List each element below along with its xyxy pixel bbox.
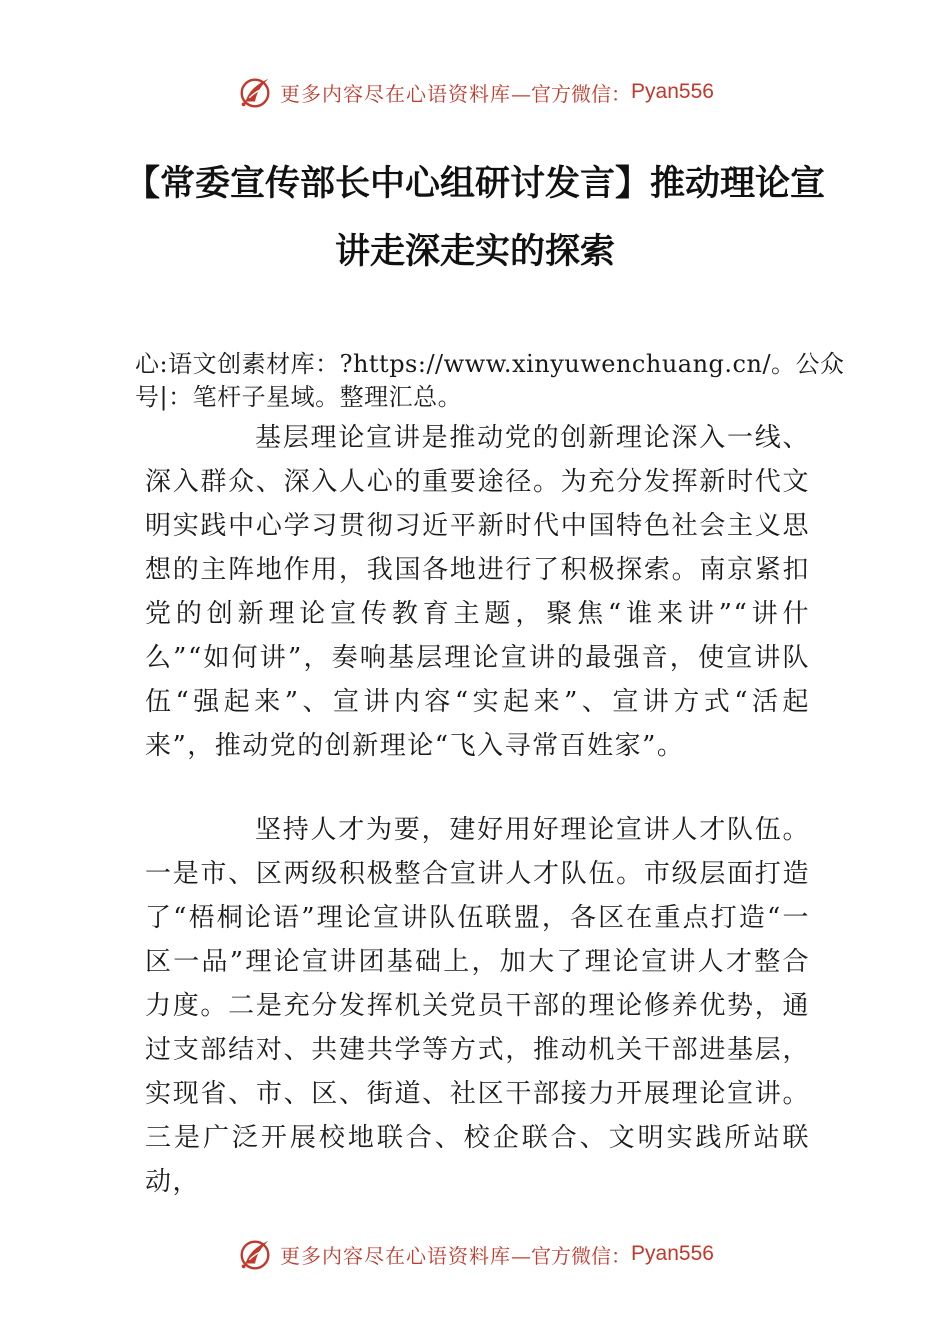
banner-wechat-id: Pyan556	[631, 1242, 714, 1265]
banner-text: 更多内容尽在心语资料库	[280, 81, 512, 106]
footer-banner	[0, 1232, 950, 1276]
logo-icon	[236, 1235, 274, 1273]
source-line: 心:语文创素材库：?https://www.xinyuwenchuang.cn/。公众号|：笔杆子星域。整理汇总。	[135, 350, 845, 411]
banner-wechat-id: Pyan556	[631, 80, 714, 103]
document-title: 【常委宣传部长中心组研讨发言】推动理论宣讲走深走实的探索	[124, 164, 825, 272]
header-banner	[0, 70, 950, 114]
banner-contact-label: —官方微信：	[511, 81, 632, 106]
banner-text: 更多内容尽在心语资料库	[280, 1243, 512, 1268]
paragraph-intro: 基层理论宣讲是推动党的创新理论深入一线、深入群众、深入人心的重要途径。为充分发挥新时代文明实践中心学习贯彻习近平新时代中国特色社会主义思想的主阵地作用，我国各地进行了积极探索。南京紧扣党的创新理论宣传教育主题，聚焦“谁来讲”“讲什么”“如何讲”，奏响基层理论宣讲的最强音，使宣讲队伍“强起来”、宣讲内容“实起来”、宣讲方式“活起来”，推动党的创新理论“飞入寻常百姓家”。	[145, 423, 810, 761]
paragraph-talent: 坚持人才为要，建好用好理论宣讲人才队伍。一是市、区两级积极整合宣讲人才队伍。市级层面打造了“梧桐论语”理论宣讲队伍联盟，各区在重点打造“一区一品”理论宣讲团基础上，加大了理论宣讲人才整合力度。二是充分发挥机关党员干部的理论修养优势，通过支部结对、共建共学等方式，推动机关干部进基层，实现省、市、区、街道、社区干部接力开展理论宣讲。三是广泛开展校地联合、校企联合、文明实践所站联动，	[145, 815, 810, 1197]
logo-icon	[236, 73, 274, 111]
banner-contact-label: —官方微信：	[511, 1243, 632, 1268]
